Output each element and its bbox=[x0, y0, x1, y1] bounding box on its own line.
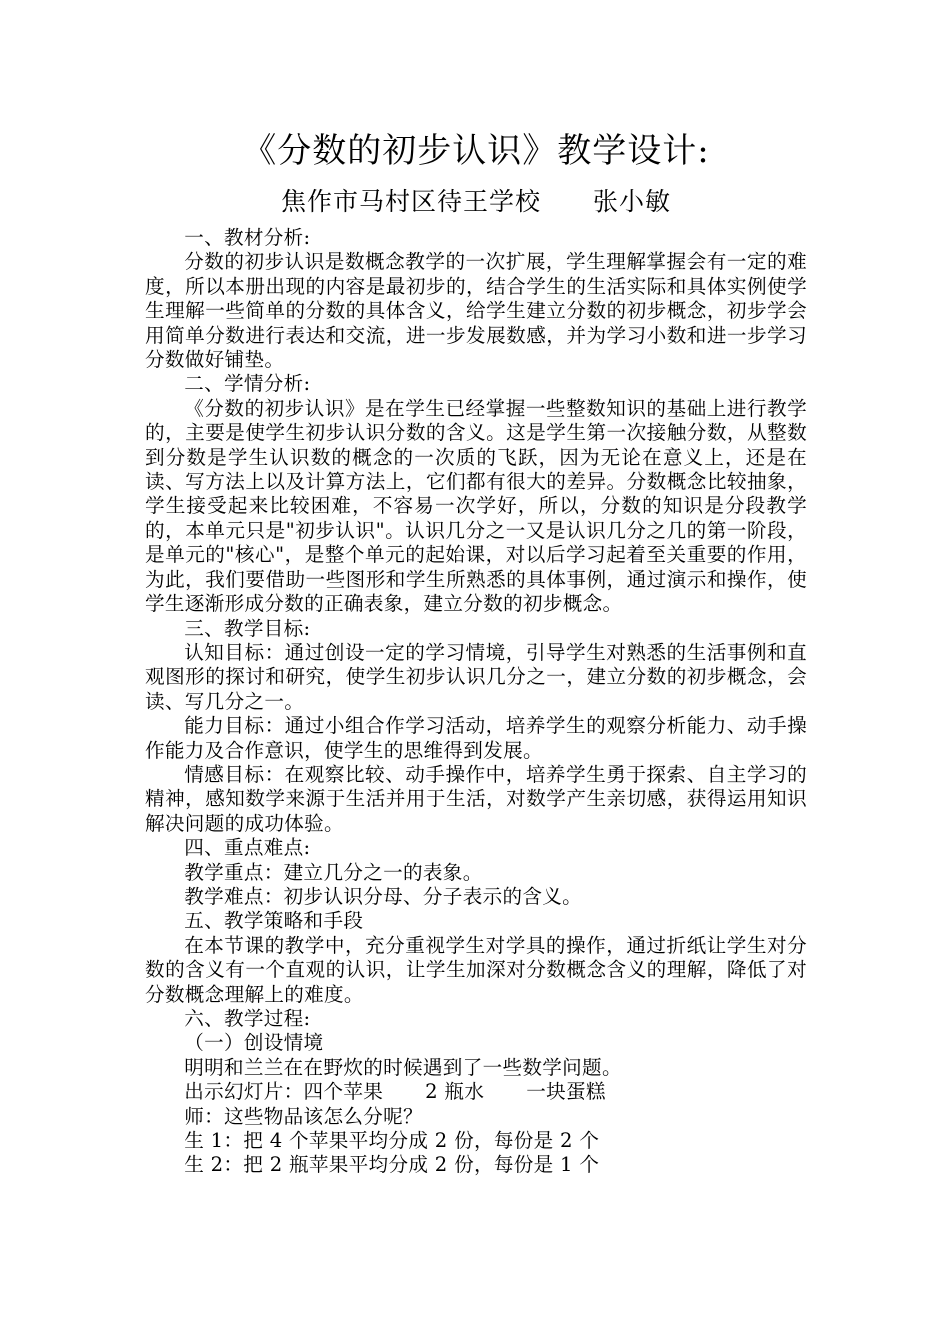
paragraph-cognitive-goal: 认知目标：通过创设一定的学习情境，引导学生对熟悉的生活事例和直观图形的探讨和研究，使学生初步认识几分之一，建立分数的初步概念，会读、写几分之一。 bbox=[145, 640, 807, 713]
section-heading-strategy: 五、教学策略和手段 bbox=[184, 909, 364, 933]
document-title: 《分数的初步认识》教学设计: bbox=[242, 131, 710, 171]
section-heading-teaching-process: 六、教学过程: bbox=[184, 1007, 311, 1030]
paragraph-situation-intro: 明明和兰兰在在野炊的时候遇到了一些数学问题。 bbox=[184, 1055, 622, 1079]
section-heading-teaching-goals: 三、教学目标: bbox=[184, 616, 311, 640]
paragraph-difficult-point: 教学难点：初步认识分母、分子表示的含义。 bbox=[184, 884, 583, 908]
paragraph-emotional-goal: 情感目标：在观察比较、动手操作中，培养学生勇于探索、自主学习的精神，感知数学来源于生活并用于生活，对数学产生亲切感，获得运用知识解决问题的成功体验。 bbox=[145, 762, 807, 835]
paragraph-student-analysis: 《分数的初步认识》是在学生已经掌握一些整数知识的基础上进行教学的，主要是使学生初步认识分数的含义。这是学生第一次接触分数，从整数到分数是学生认识数的概念的一次质的飞跃，因为无论在意义上，还是在读、写方法上以及计算方法上，它们都有很大的差异。分数概念比较抽象，学生接受起来比较困难，不容易一次学好，所以，分数的知识是分段教学的，本单元只是"初步认识"。认识几分之一又是认识几分之几的第一阶段，是单元的"核心"，是整个单元的起始课，对以后学习起着至关重要的作用，为此，我们要借助一些图形和学生所熟悉的具体事例，通过演示和操作，使学生逐渐形成分数的正确表象，建立分数的初步概念。 bbox=[145, 396, 807, 616]
section-heading-key-points: 四、重点难点: bbox=[184, 836, 311, 860]
paragraph-strategy: 在本节课的教学中，充分重视学生对学具的操作，通过折纸让学生对分数的含义有一个直观的认识，让学生加深对分数概念含义的理解，降低了对分数概念理解上的难度。 bbox=[145, 933, 807, 1006]
paragraph-textbook-analysis: 分数的初步认识是数概念教学的一次扩展，学生理解掌握会有一定的难度，所以本册出现的内容是最初步的，结合学生的生活实际和具体实例使学生理解一些简单的分数的具体含义，给学生建立分数的初步概念，初步学会用简单分数进行表达和交流，进一步发展数感，并为学习小数和进一步学习分数做好铺垫。 bbox=[145, 250, 807, 372]
slide-line bbox=[145, 1080, 807, 1104]
paragraph-key-point: 教学重点：建立几分之一的表象。 bbox=[184, 860, 483, 884]
dialogue-student-2: 生 2：把 2 瓶苹果平均分成 2 份，每份是 1 个 bbox=[184, 1153, 600, 1177]
document-body bbox=[145, 226, 807, 1178]
document-page bbox=[145, 128, 807, 1178]
slide-item-water: 2 瓶水 bbox=[425, 1080, 485, 1104]
slide-item-cake: 一块蛋糕 bbox=[526, 1080, 606, 1104]
paragraph-ability-goal: 能力目标：通过小组合作学习活动，培养学生的观察分析能力、动手操作能力及合作意识，使学生的思维得到发展。 bbox=[145, 714, 807, 762]
slide-label: 出示幻灯片：四个苹果 bbox=[184, 1080, 384, 1104]
author-name: 张小敏 bbox=[593, 187, 672, 216]
section-heading-textbook-analysis: 一、教材分析: bbox=[184, 226, 311, 249]
subheading-create-situation: （一）创设情境 bbox=[184, 1031, 324, 1055]
author-school: 焦作市马村区待王学校 bbox=[280, 187, 541, 216]
section-heading-student-analysis: 二、学情分析: bbox=[184, 372, 311, 396]
dialogue-teacher: 师：这些物品该怎么分呢？ bbox=[184, 1104, 423, 1128]
dialogue-student-1: 生 1：把 4 个苹果平均分成 2 份，每份是 2 个 bbox=[184, 1129, 600, 1153]
author-line bbox=[145, 184, 807, 220]
